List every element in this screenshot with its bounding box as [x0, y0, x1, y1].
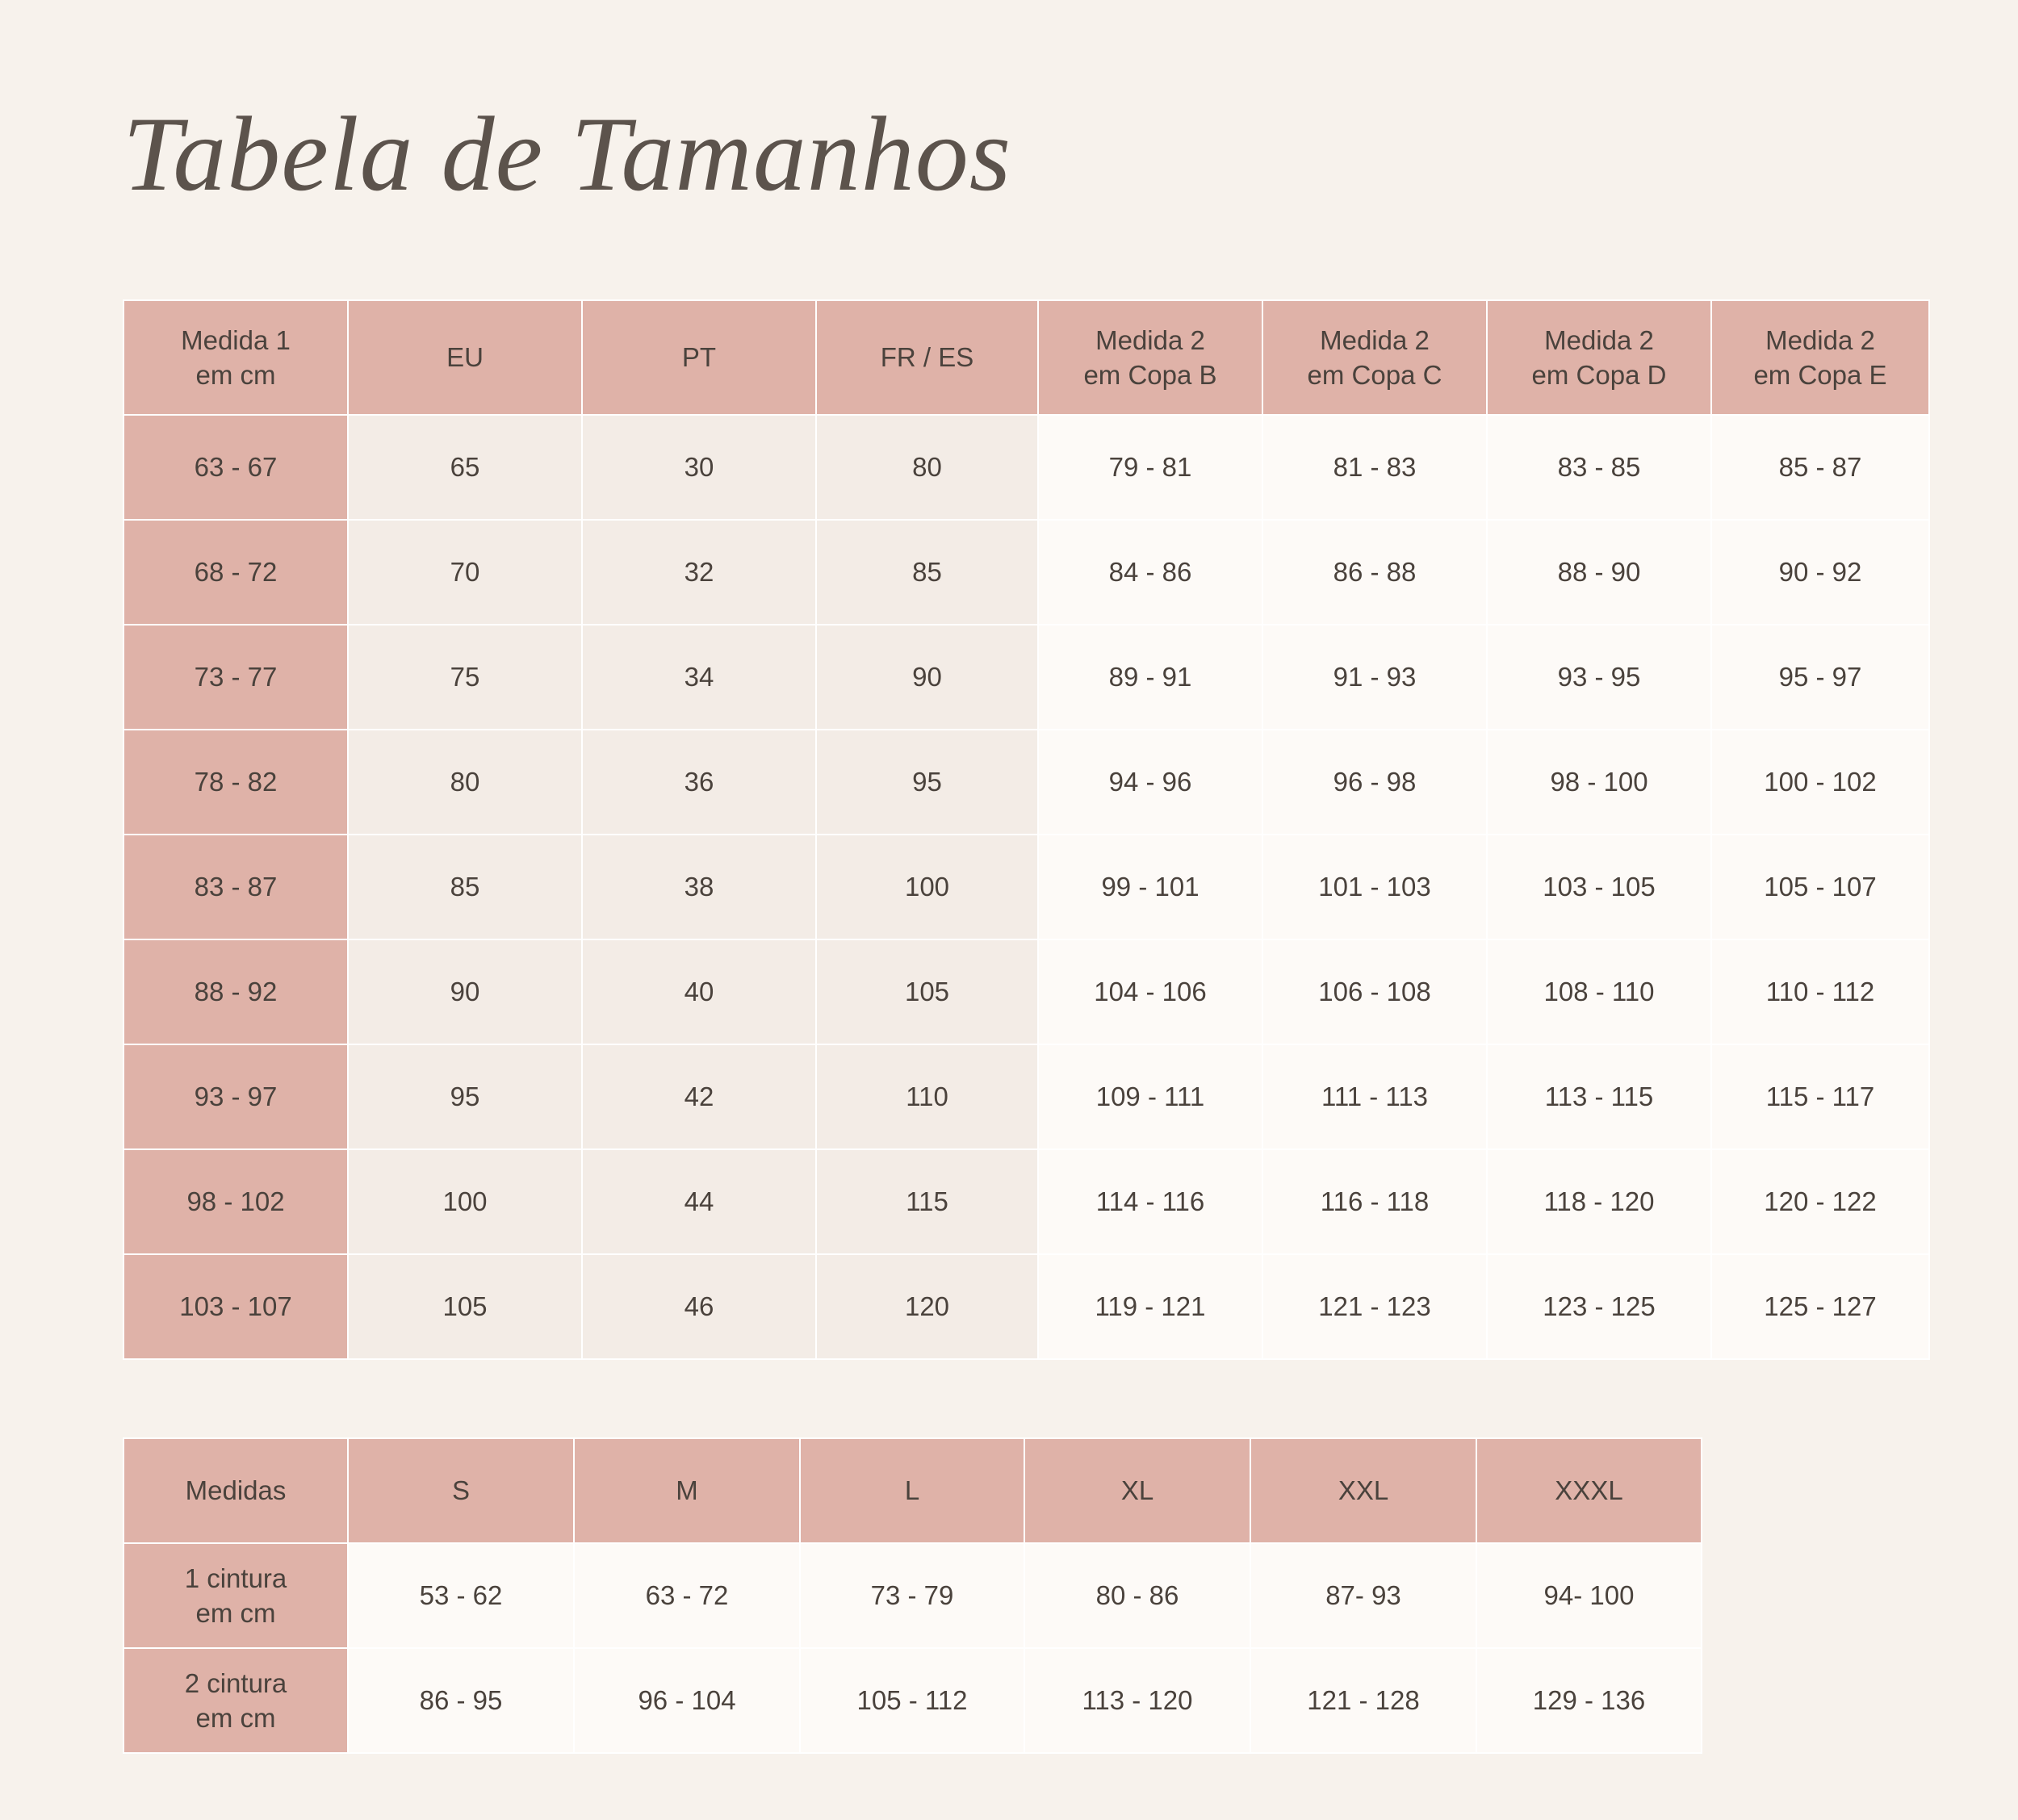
table-row: [124, 1044, 1929, 1149]
measurements-table: [123, 299, 1930, 1360]
cell-copa-e: 105 - 107: [1711, 835, 1929, 939]
cell-fr-es: 115: [816, 1149, 1038, 1254]
cell-pt: 30: [582, 415, 816, 520]
cell-measure: 83 - 87: [124, 835, 348, 939]
header-line-1: EU: [446, 342, 484, 373]
cell-pt: 44: [582, 1149, 816, 1254]
cell-measure: 68 - 72: [124, 520, 348, 625]
cell-l: 73 - 79: [800, 1543, 1024, 1648]
column-header-xxxl: XXXL: [1476, 1438, 1702, 1543]
cell-copa-d: 98 - 100: [1487, 730, 1711, 835]
cell-fr-es: 80: [816, 415, 1038, 520]
column-header-medidas: Medidas: [124, 1438, 348, 1543]
table-row: [124, 1254, 1929, 1359]
column-header-xxl: XXL: [1250, 1438, 1476, 1543]
cell-copa-e: 120 - 122: [1711, 1149, 1929, 1254]
cell-eu: 90: [348, 939, 582, 1044]
cell-eu: 100: [348, 1149, 582, 1254]
header-line-2: em Copa B: [1083, 360, 1217, 391]
cell-xxxl: 129 - 136: [1476, 1648, 1702, 1753]
waist-sizes-table: [123, 1437, 1702, 1754]
table-row: [124, 939, 1929, 1044]
cell-copa-d: 113 - 115: [1487, 1044, 1711, 1149]
table-row: [124, 520, 1929, 625]
cell-copa-e: 85 - 87: [1711, 415, 1929, 520]
cell-measure: 73 - 77: [124, 625, 348, 730]
cell-xl: 113 - 120: [1024, 1648, 1250, 1753]
cell-eu: 75: [348, 625, 582, 730]
cell-m: 63 - 72: [574, 1543, 800, 1648]
cell-fr-es: 90: [816, 625, 1038, 730]
column-header-l: L: [800, 1438, 1024, 1543]
cell-eu: 85: [348, 835, 582, 939]
header-line-2: em Copa C: [1307, 360, 1442, 391]
cell-copa-e: 100 - 102: [1711, 730, 1929, 835]
table-row: [124, 835, 1929, 939]
table-row: [124, 415, 1929, 520]
table-header-row: [124, 300, 1929, 415]
cell-copa-e: 95 - 97: [1711, 625, 1929, 730]
header-line-1: Medida 2: [1095, 324, 1205, 355]
cell-copa-e: 90 - 92: [1711, 520, 1929, 625]
cell-copa-d: 118 - 120: [1487, 1149, 1711, 1254]
table-row: [124, 625, 1929, 730]
cell-measure: 78 - 82: [124, 730, 348, 835]
cell-copa-c: 121 - 123: [1262, 1254, 1487, 1359]
cell-xxxl: 94- 100: [1476, 1543, 1702, 1648]
cell-copa-d: 108 - 110: [1487, 939, 1711, 1044]
header-line-2: em Copa D: [1531, 360, 1667, 391]
row-label-line-1: 1 cintura: [184, 1563, 287, 1593]
cell-pt: 36: [582, 730, 816, 835]
cell-pt: 34: [582, 625, 816, 730]
cell-copa-c: 91 - 93: [1262, 625, 1487, 730]
cell-fr-es: 105: [816, 939, 1038, 1044]
cell-measure: 98 - 102: [124, 1149, 348, 1254]
row-label-cintura-1: [124, 1543, 348, 1648]
column-header-copa-d: [1487, 300, 1711, 415]
cell-copa-b: 104 - 106: [1038, 939, 1262, 1044]
cell-s: 86 - 95: [348, 1648, 574, 1753]
cell-copa-d: 93 - 95: [1487, 625, 1711, 730]
cell-xxl: 87- 93: [1250, 1543, 1476, 1648]
cell-pt: 46: [582, 1254, 816, 1359]
header-line-1: PT: [681, 342, 717, 373]
cell-fr-es: 120: [816, 1254, 1038, 1359]
cell-copa-c: 86 - 88: [1262, 520, 1487, 625]
row-label-line-2: em cm: [195, 1598, 276, 1629]
header-line-1: Medida 2: [1765, 324, 1875, 355]
header-line-1: FR / ES: [880, 342, 974, 373]
cell-measure: 103 - 107: [124, 1254, 348, 1359]
cell-copa-e: 110 - 112: [1711, 939, 1929, 1044]
header-line-1: Medida 1: [181, 324, 291, 355]
cell-measure: 93 - 97: [124, 1044, 348, 1149]
column-header-m: M: [574, 1438, 800, 1543]
cell-fr-es: 110: [816, 1044, 1038, 1149]
cell-l: 105 - 112: [800, 1648, 1024, 1753]
row-label-line-1: 2 cintura: [184, 1667, 287, 1698]
cell-pt: 38: [582, 835, 816, 939]
cell-copa-c: 106 - 108: [1262, 939, 1487, 1044]
cell-copa-d: 123 - 125: [1487, 1254, 1711, 1359]
cell-eu: 95: [348, 1044, 582, 1149]
cell-eu: 105: [348, 1254, 582, 1359]
column-header-fr-es: [816, 300, 1038, 415]
cell-fr-es: 85: [816, 520, 1038, 625]
header-line-1: Medida 2: [1544, 324, 1654, 355]
cell-xxl: 121 - 128: [1250, 1648, 1476, 1753]
cell-copa-b: 89 - 91: [1038, 625, 1262, 730]
table-row: [124, 1543, 1702, 1648]
cell-copa-c: 81 - 83: [1262, 415, 1487, 520]
cell-pt: 32: [582, 520, 816, 625]
cell-copa-b: 119 - 121: [1038, 1254, 1262, 1359]
cell-pt: 40: [582, 939, 816, 1044]
row-label-cintura-2: [124, 1648, 348, 1753]
column-header-s: S: [348, 1438, 574, 1543]
page-title: Tabela de Tamanhos: [123, 94, 1012, 213]
cell-copa-d: 88 - 90: [1487, 520, 1711, 625]
column-header-eu: [348, 300, 582, 415]
cell-copa-b: 94 - 96: [1038, 730, 1262, 835]
row-label-line-2: em cm: [195, 1703, 276, 1734]
column-header-copa-c: [1262, 300, 1487, 415]
cell-copa-e: 115 - 117: [1711, 1044, 1929, 1149]
cell-eu: 65: [348, 415, 582, 520]
cell-copa-d: 103 - 105: [1487, 835, 1711, 939]
cell-eu: 70: [348, 520, 582, 625]
column-header-copa-b: [1038, 300, 1262, 415]
column-header-copa-e: [1711, 300, 1929, 415]
cell-copa-c: 101 - 103: [1262, 835, 1487, 939]
cell-s: 53 - 62: [348, 1543, 574, 1648]
cell-m: 96 - 104: [574, 1648, 800, 1753]
column-header-pt: [582, 300, 816, 415]
cell-copa-d: 83 - 85: [1487, 415, 1711, 520]
cell-pt: 42: [582, 1044, 816, 1149]
column-header-medida1: [124, 300, 348, 415]
header-line-1: Medida 2: [1320, 324, 1430, 355]
header-line-2: em cm: [195, 360, 276, 391]
column-header-xl: XL: [1024, 1438, 1250, 1543]
cell-measure: 88 - 92: [124, 939, 348, 1044]
table-row: [124, 730, 1929, 835]
cell-copa-b: 84 - 86: [1038, 520, 1262, 625]
cell-copa-b: 114 - 116: [1038, 1149, 1262, 1254]
cell-copa-c: 111 - 113: [1262, 1044, 1487, 1149]
cell-xl: 80 - 86: [1024, 1543, 1250, 1648]
cell-copa-c: 96 - 98: [1262, 730, 1487, 835]
cell-fr-es: 100: [816, 835, 1038, 939]
cell-copa-e: 125 - 127: [1711, 1254, 1929, 1359]
header-line-2: em Copa E: [1753, 360, 1887, 391]
cell-fr-es: 95: [816, 730, 1038, 835]
cell-copa-b: 109 - 111: [1038, 1044, 1262, 1149]
cell-eu: 80: [348, 730, 582, 835]
cell-copa-b: 99 - 101: [1038, 835, 1262, 939]
cell-measure: 63 - 67: [124, 415, 348, 520]
table-row: [124, 1149, 1929, 1254]
cell-copa-b: 79 - 81: [1038, 415, 1262, 520]
table-row: [124, 1648, 1702, 1753]
table-header-row: [124, 1438, 1702, 1543]
cell-copa-c: 116 - 118: [1262, 1149, 1487, 1254]
